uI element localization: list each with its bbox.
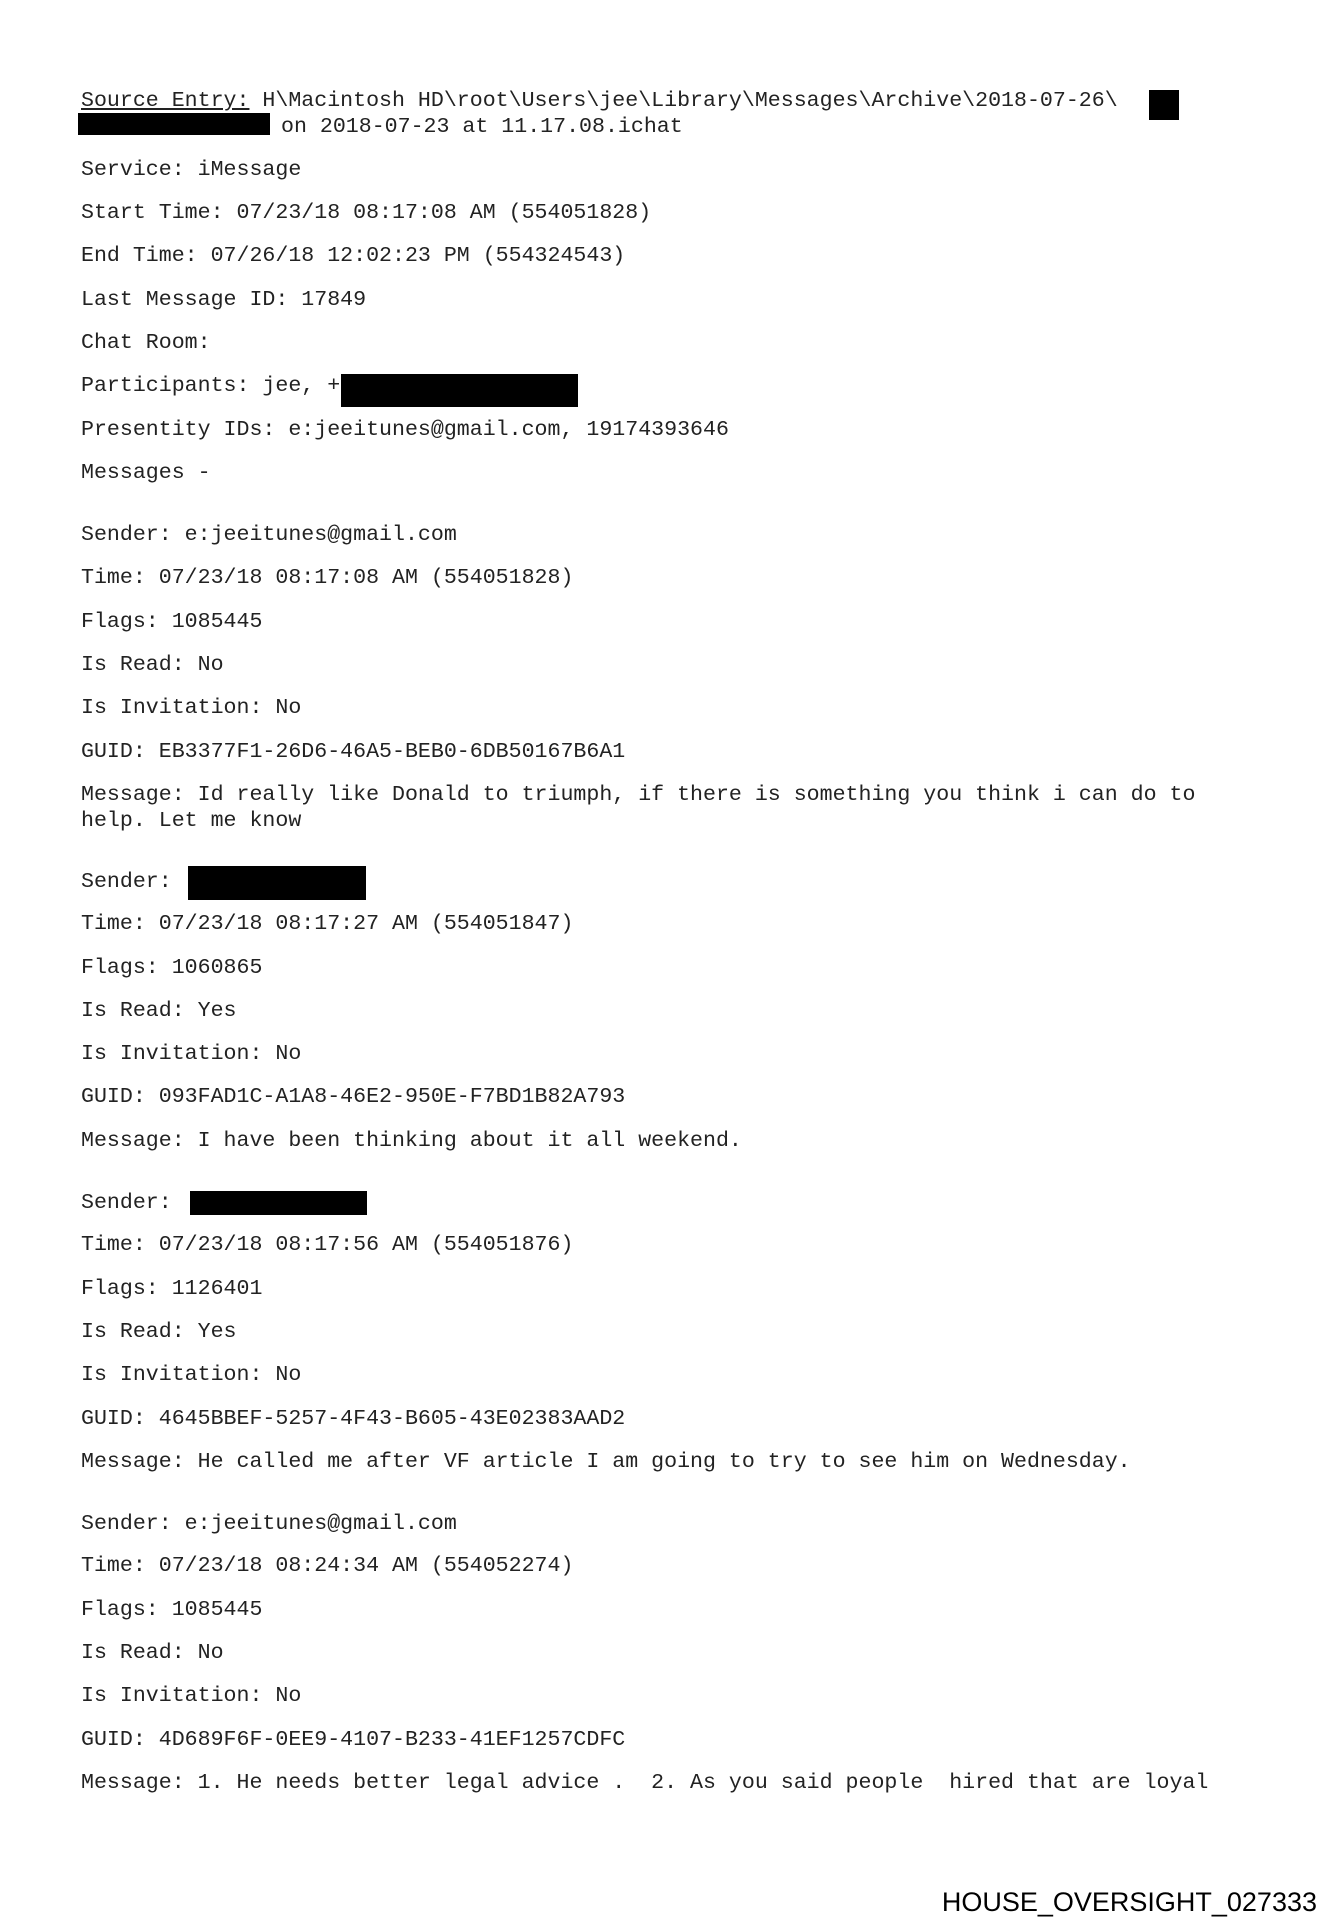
redaction-block (190, 1191, 367, 1215)
bates-number: HOUSE_OVERSIGHT_027333 (941, 1887, 1317, 1917)
source-entry-path: H\Macintosh HD\root\Users\jee\Library\Messages\Archive\2018-07-26\ (249, 89, 1118, 113)
message-flags: Flags: 1085445 (81, 1598, 263, 1622)
message-is-invitation: Is Invitation: No (81, 1042, 302, 1066)
message-flags: Flags: 1060865 (81, 956, 263, 980)
message-is-invitation: Is Invitation: No (81, 696, 302, 720)
participants-line: Participants: jee, + (81, 374, 341, 398)
message-guid: GUID: 4D689F6F-0EE9-4107-B233-41EF1257CDFC (81, 1728, 626, 1752)
message-guid: GUID: 093FAD1C-A1A8-46E2-950E-F7BD1B82A793 (81, 1085, 626, 1109)
message-body: Message: Id really like Donald to triumph, if there is something you think i can do to help. Let me know (81, 783, 1196, 833)
end-time-line: End Time: 07/26/18 12:02:23 PM (554324543) (81, 244, 626, 268)
message-time: Time: 07/23/18 08:17:27 AM (554051847) (81, 912, 574, 936)
source-entry-label: Source Entry: (81, 89, 250, 113)
service-line: Service: iMessage (81, 158, 302, 182)
message-is-read: Is Read: No (81, 1641, 224, 1665)
message-time: Time: 07/23/18 08:17:08 AM (554051828) (81, 566, 574, 590)
message-guid: GUID: 4645BBEF-5257-4F43-B605-43E02383AAD2 (81, 1407, 626, 1431)
message-body: Message: I have been thinking about it all weekend. (81, 1129, 742, 1153)
message-is-invitation: Is Invitation: No (81, 1363, 302, 1387)
message-sender: Sender: (81, 870, 172, 894)
redaction-block (188, 866, 366, 900)
message-is-read: Is Read: Yes (81, 999, 237, 1023)
message-is-invitation: Is Invitation: No (81, 1684, 302, 1708)
source-entry-path-continued: on 2018-07-23 at 11.17.08.ichat (281, 115, 683, 139)
last-message-id-line: Last Message ID: 17849 (81, 288, 367, 312)
chat-room-line: Chat Room: (81, 331, 211, 355)
message-body: Message: 1. He needs better legal advice . 2. As you said people hired that are loyal (81, 1771, 1209, 1795)
start-time-line: Start Time: 07/23/18 08:17:08 AM (554051828) (81, 201, 652, 225)
redaction-block (1149, 90, 1179, 120)
message-is-read: Is Read: Yes (81, 1320, 237, 1344)
message-flags: Flags: 1085445 (81, 610, 263, 634)
presentity-ids-line: Presentity IDs: e:jeeitunes@gmail.com, 19174393646 (81, 418, 729, 442)
message-flags: Flags: 1126401 (81, 1277, 263, 1301)
redaction-block (78, 113, 270, 135)
message-sender: Sender: e:jeeitunes@gmail.com (81, 523, 457, 547)
redaction-block (341, 374, 578, 407)
message-sender: Sender: e:jeeitunes@gmail.com (81, 1512, 457, 1536)
message-guid: GUID: EB3377F1-26D6-46A5-BEB0-6DB50167B6A1 (81, 740, 626, 764)
message-time: Time: 07/23/18 08:24:34 AM (554052274) (81, 1554, 574, 1578)
source-entry-line (81, 88, 1118, 114)
message-sender: Sender: (81, 1191, 172, 1215)
messages-label: Messages - (81, 461, 211, 485)
message-body: Message: He called me after VF article I am going to try to see him on Wednesday. (81, 1450, 1131, 1474)
message-time: Time: 07/23/18 08:17:56 AM (554051876) (81, 1233, 574, 1257)
message-is-read: Is Read: No (81, 653, 224, 677)
